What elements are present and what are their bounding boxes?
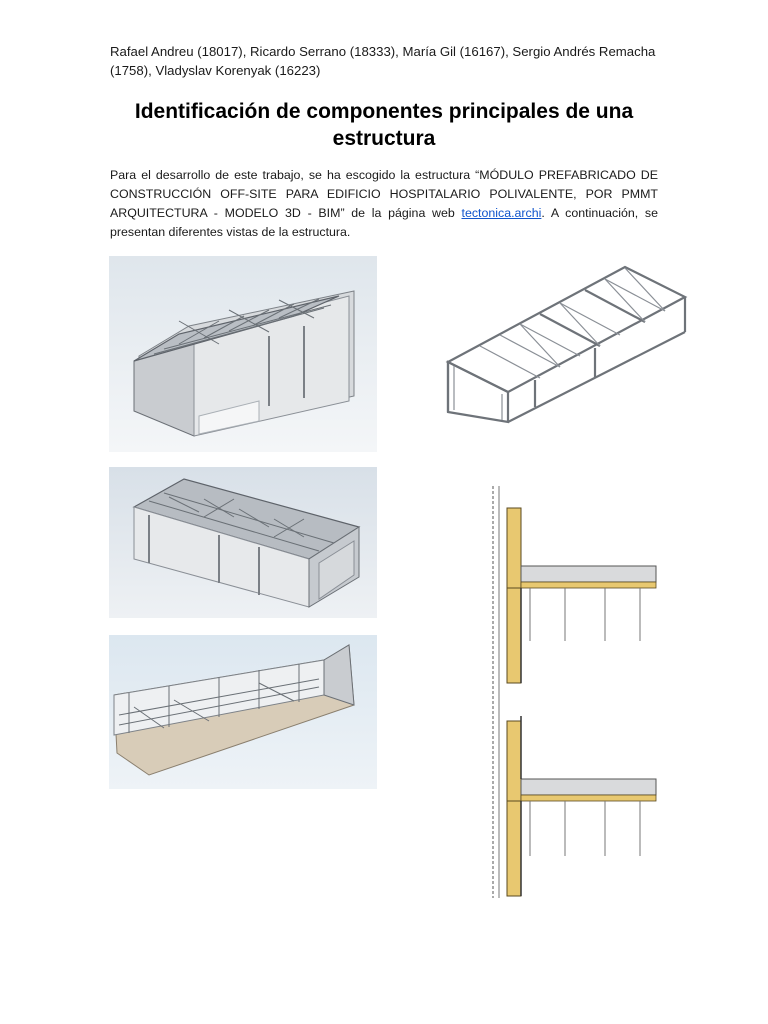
render-view-underside: [109, 635, 377, 789]
intro-text-after: . A continuación, se presentan diferentes vistas de la estructura.: [110, 206, 658, 239]
render-view-top: [109, 256, 377, 452]
authors-line: Rafael Andreu (18017), Ricardo Serrano (18333), María Gil (16167), Sergio Andrés Remacha (1758), Vladyslav Korenyak (16223): [110, 44, 656, 78]
intro-text-before: Para el desarrollo de este trabajo, se ha escogido la estructura “MÓDULO PREFABRICADO DE CONSTRUCCIÓN OFF-SITE PARA EDIFICIO HOSPITALARIO POLIVALENTE, POR PMMT ARQUITECTURA - MODELO 3D - BIM” de la página web: [110, 168, 658, 220]
tectonica-link[interactable]: tectonica.archi: [461, 206, 542, 220]
intro-paragraph: [110, 166, 658, 242]
wireframe-view: [440, 262, 692, 426]
page-title: Identificación de componentes principales de una estructura: [134, 100, 634, 150]
section-detail-drawing: [415, 486, 690, 898]
render-view-side: [109, 467, 377, 618]
